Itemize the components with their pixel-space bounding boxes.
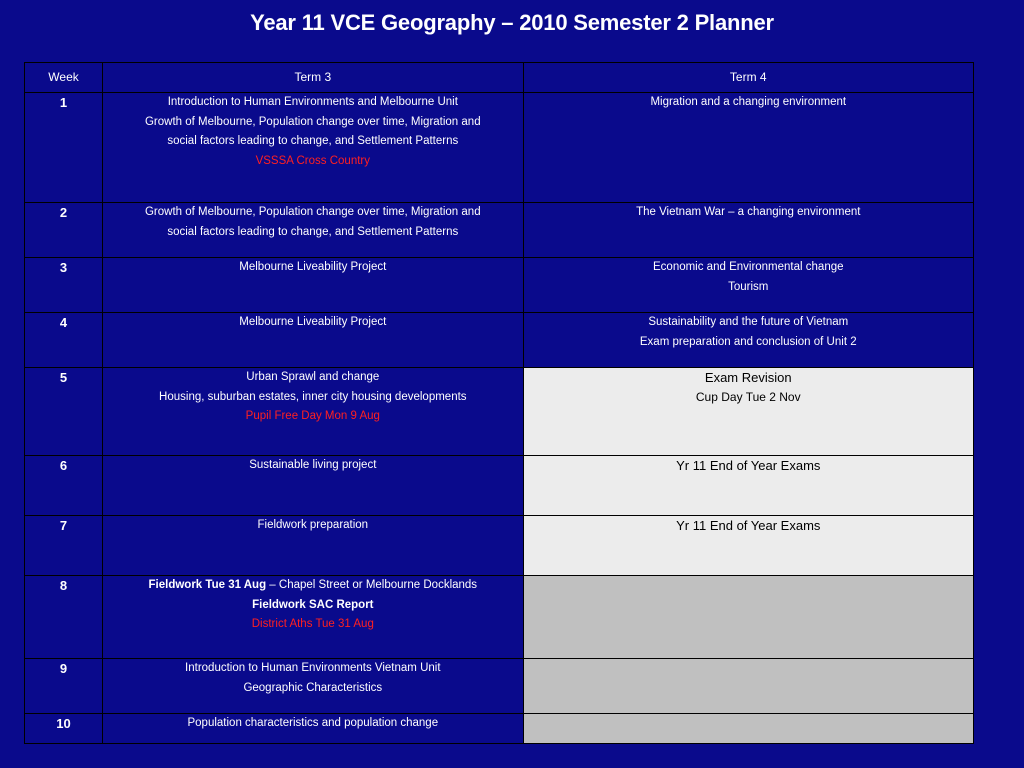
week-number: 2	[25, 203, 103, 258]
week-number: 1	[25, 93, 103, 203]
cell-line: Population characteristics and population change	[187, 717, 439, 729]
fieldwork-location: – Chapel Street or Melbourne Docklands	[266, 579, 478, 591]
cell-line: Migration and a changing environment	[650, 96, 847, 108]
term3-cell	[103, 203, 523, 258]
cell-line: Tourism	[728, 280, 769, 293]
cell-line: Sustainable living project	[249, 459, 377, 471]
week-number: 4	[25, 313, 103, 368]
cell-line: The Vietnam War – a changing environment	[636, 206, 861, 218]
term3-cell	[103, 258, 523, 313]
week-number: 10	[25, 714, 103, 744]
term3-cell	[103, 516, 523, 576]
term4-cell	[523, 368, 973, 456]
cell-line: Introduction to Human Environments and Melbourne Unit	[167, 96, 458, 108]
header-term4: Term 4	[523, 63, 973, 93]
table-row	[25, 93, 974, 203]
week-number: 9	[25, 659, 103, 714]
week-number: 5	[25, 368, 103, 456]
cell-line: Economic and Environmental change	[653, 261, 844, 273]
term4-cell	[523, 93, 973, 203]
term4-cell	[523, 516, 973, 576]
cell-line: Exam preparation and conclusion of Unit 2	[639, 335, 857, 348]
term4-cell	[523, 203, 973, 258]
week-number: 7	[25, 516, 103, 576]
cell-line: Introduction to Human Environments Vietnam Unit	[185, 662, 441, 674]
cell-line: Growth of Melbourne, Population change over time, Migration and	[144, 206, 481, 218]
cell-line: Melbourne Liveability Project	[239, 316, 387, 328]
table-row	[25, 203, 974, 258]
table-row	[25, 456, 974, 516]
term3-cell	[103, 313, 523, 368]
term3-cell	[103, 576, 523, 659]
cell-line: social factors leading to change, and Settlement Patterns	[167, 225, 459, 238]
event-note: VSSSA Cross Country	[255, 155, 370, 168]
cell-line: social factors leading to change, and Settlement Patterns	[167, 135, 459, 148]
term3-cell	[103, 659, 523, 714]
cell-line: Growth of Melbourne, Population change over time, Migration and	[144, 115, 481, 128]
cell-line: Housing, suburban estates, inner city housing developments	[159, 390, 467, 403]
term4-cell	[523, 258, 973, 313]
cell-line: Fieldwork SAC Report	[252, 598, 374, 611]
term4-cell	[523, 313, 973, 368]
cell-line: Yr 11 End of Year Exams	[676, 458, 821, 473]
term4-cell-empty	[523, 659, 973, 714]
cell-line: Urban Sprawl and change	[246, 371, 380, 383]
week-number: 8	[25, 576, 103, 659]
table-row	[25, 368, 974, 456]
cell-line: Melbourne Liveability Project	[239, 261, 387, 273]
table-row	[25, 659, 974, 714]
term3-cell	[103, 93, 523, 203]
week-number: 3	[25, 258, 103, 313]
header-week: Week	[25, 63, 103, 93]
page-title: Year 11 VCE Geography – 2010 Semester 2 Planner	[250, 10, 774, 35]
cell-line: Geographic Characteristics	[243, 681, 383, 694]
header-row	[25, 63, 974, 93]
table-row	[25, 714, 974, 744]
table-row	[25, 313, 974, 368]
table-row	[25, 576, 974, 659]
week-number: 6	[25, 456, 103, 516]
event-note: Pupil Free Day Mon 9 Aug	[245, 410, 380, 423]
cell-line: Fieldwork preparation	[257, 519, 369, 531]
cell-line: Yr 11 End of Year Exams	[676, 518, 821, 533]
term3-cell	[103, 368, 523, 456]
term4-cell-empty	[523, 576, 973, 659]
cell-line: Exam Revision	[704, 370, 792, 385]
event-note: District Aths Tue 31 Aug	[251, 618, 374, 631]
term4-cell-empty	[523, 714, 973, 744]
header-term3: Term 3	[103, 63, 523, 93]
cell-line: Sustainability and the future of Vietnam	[648, 316, 849, 328]
fieldwork-date: Fieldwork Tue 31 Aug	[148, 579, 267, 591]
planner-table	[24, 62, 974, 744]
table-row	[25, 516, 974, 576]
cell-line: Cup Day Tue 2 Nov	[695, 389, 801, 404]
term3-cell	[103, 456, 523, 516]
term3-cell	[103, 714, 523, 744]
table-row	[25, 258, 974, 313]
cell-line	[109, 576, 516, 596]
term4-cell	[523, 456, 973, 516]
